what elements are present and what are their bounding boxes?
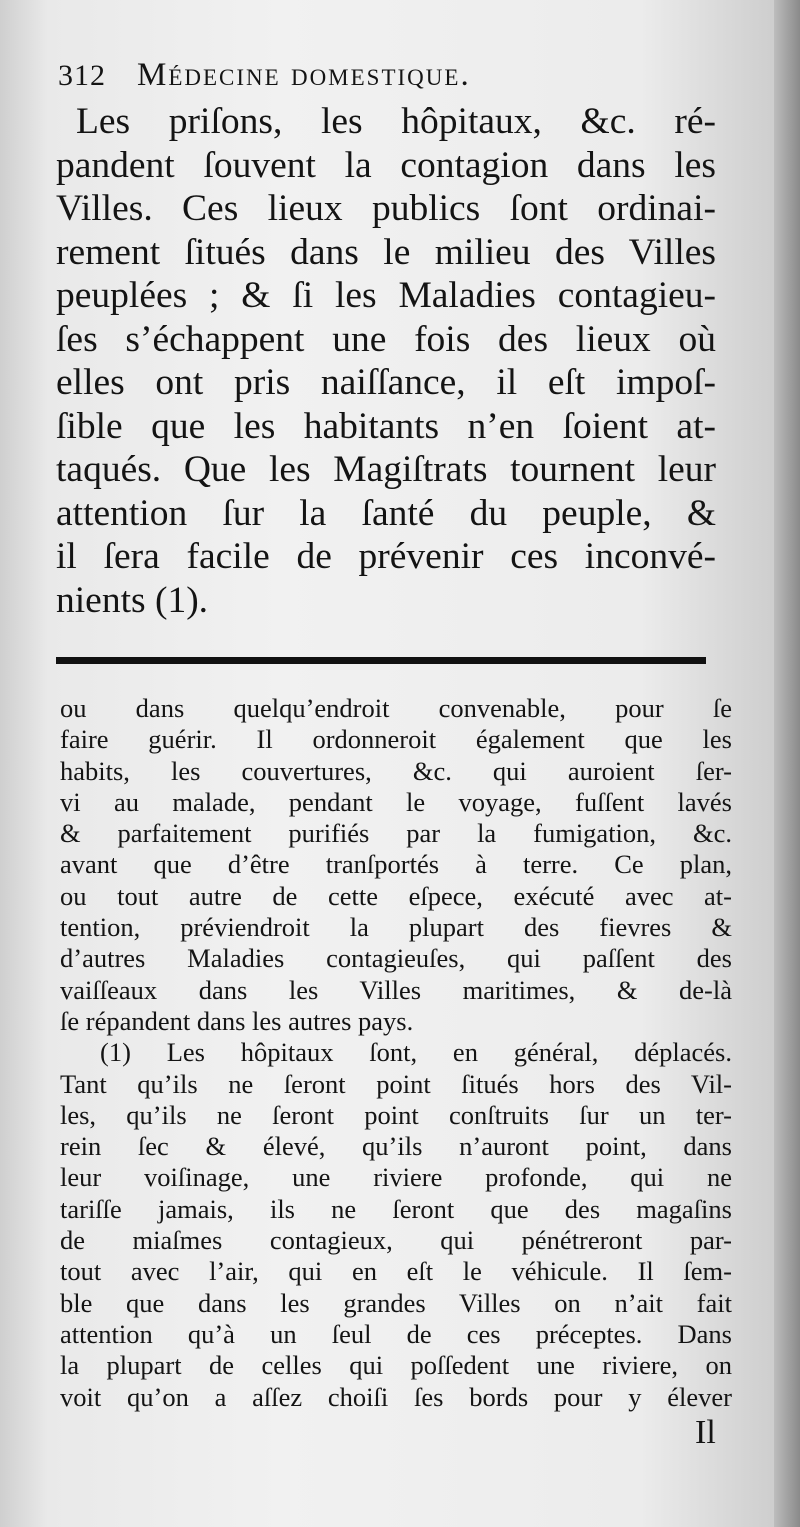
footnote-line: (1) Les hôpitaux ſont, en général, déplacés. xyxy=(100,1037,732,1068)
footnote-line: vi au malade, pendant le voyage, fuſſent lavés xyxy=(60,786,732,817)
footnote-line: voit qu’on a aſſez choiſi ſes bords pour y élever xyxy=(60,1381,732,1412)
footnote-line: leur voiſinage, une riviere profonde, qui ne xyxy=(60,1162,732,1193)
text-line: pandent ſouvent la contagion dans les xyxy=(56,144,716,186)
footnote-line: vaiſſeaux dans les Villes maritimes, & de-là xyxy=(60,974,732,1005)
catchword: Il xyxy=(695,1414,716,1451)
footnote-separator-rule xyxy=(56,657,706,664)
footnote-line: les, qu’ils ne ſeront point conſtruits ſur un ter- xyxy=(60,1099,732,1130)
footnotes xyxy=(60,693,732,1413)
running-title: Médecine domestique. xyxy=(137,57,471,93)
text-line: nients (1). xyxy=(56,579,209,621)
text-line: rement ſitués dans le milieu des Villes xyxy=(56,231,716,273)
footnote-line: & parfaitement purifiés par la fumigation, &c. xyxy=(60,818,732,849)
page-edge-shadow xyxy=(774,0,800,1527)
footnote-line: de miaſmes contagieux, qui pénétreront par- xyxy=(60,1225,732,1256)
footnote-line: avant que d’être tranſportés à terre. Ce plan, xyxy=(60,849,732,880)
text-line: Villes. Ces lieux publics ſont ordinai- xyxy=(56,188,716,229)
footnote-line: ble que dans les grandes Villes on n’ait fait xyxy=(60,1287,732,1318)
text-line: ſible que les habitants n’en ſoient at- xyxy=(56,405,716,447)
footnote-line: Tant qu’ils ne ſeront point ſitués hors des Vil- xyxy=(60,1068,732,1099)
text-line: ſes s’échappent une fois des lieux où xyxy=(56,318,716,360)
text-line: taqués. Que les Magiſtrats tournent leur xyxy=(56,449,716,490)
footnote-line: habits, les couvertures, &c. qui auroient ſer- xyxy=(60,755,732,786)
footnote-line: ou dans quelqu’endroit convenable, pour ſe xyxy=(60,693,732,723)
footnote-line: attention qu’à un ſeul de ces préceptes. Dans xyxy=(60,1318,732,1349)
footnote-line: d’autres Maladies contagieuſes, qui paſſent des xyxy=(60,943,732,974)
footnote-line: faire guérir. Il ordonneroit également que les xyxy=(60,724,732,755)
footnote-line: la plupart de celles qui poſſedent une riviere, on xyxy=(60,1350,732,1381)
footnote-line: tention, préviendroit la plupart des fievres & xyxy=(60,912,732,943)
text-line: peuplées ; & ſi les Maladies contagieu- xyxy=(56,275,716,316)
text-line: attention ſur la ſanté du peuple, & xyxy=(56,492,716,534)
page-number: 312 xyxy=(58,59,106,92)
text-line: elles ont pris naiſſance, il eſt impoſ- xyxy=(56,362,716,403)
main-paragraph xyxy=(56,100,716,622)
footnote-line: tariſſe jamais, ils ne ſeront que des magaſins xyxy=(60,1193,732,1224)
footnote-line: ſe répandent dans les autres pays. xyxy=(60,1005,414,1036)
text-line: il ſera facile de prévenir ces inconvé- xyxy=(56,536,716,577)
running-header xyxy=(58,56,718,106)
footnote-line: tout avec l’air, qui en eſt le véhicule. Il ſem- xyxy=(60,1256,732,1287)
footnote-line: ou tout autre de cette eſpece, exécuté avec at- xyxy=(60,880,732,911)
footnote-line: rein ſec & élevé, qu’ils n’auront point, dans xyxy=(60,1131,732,1162)
text-line: Les priſons, les hôpitaux, &c. ré- xyxy=(76,101,716,142)
